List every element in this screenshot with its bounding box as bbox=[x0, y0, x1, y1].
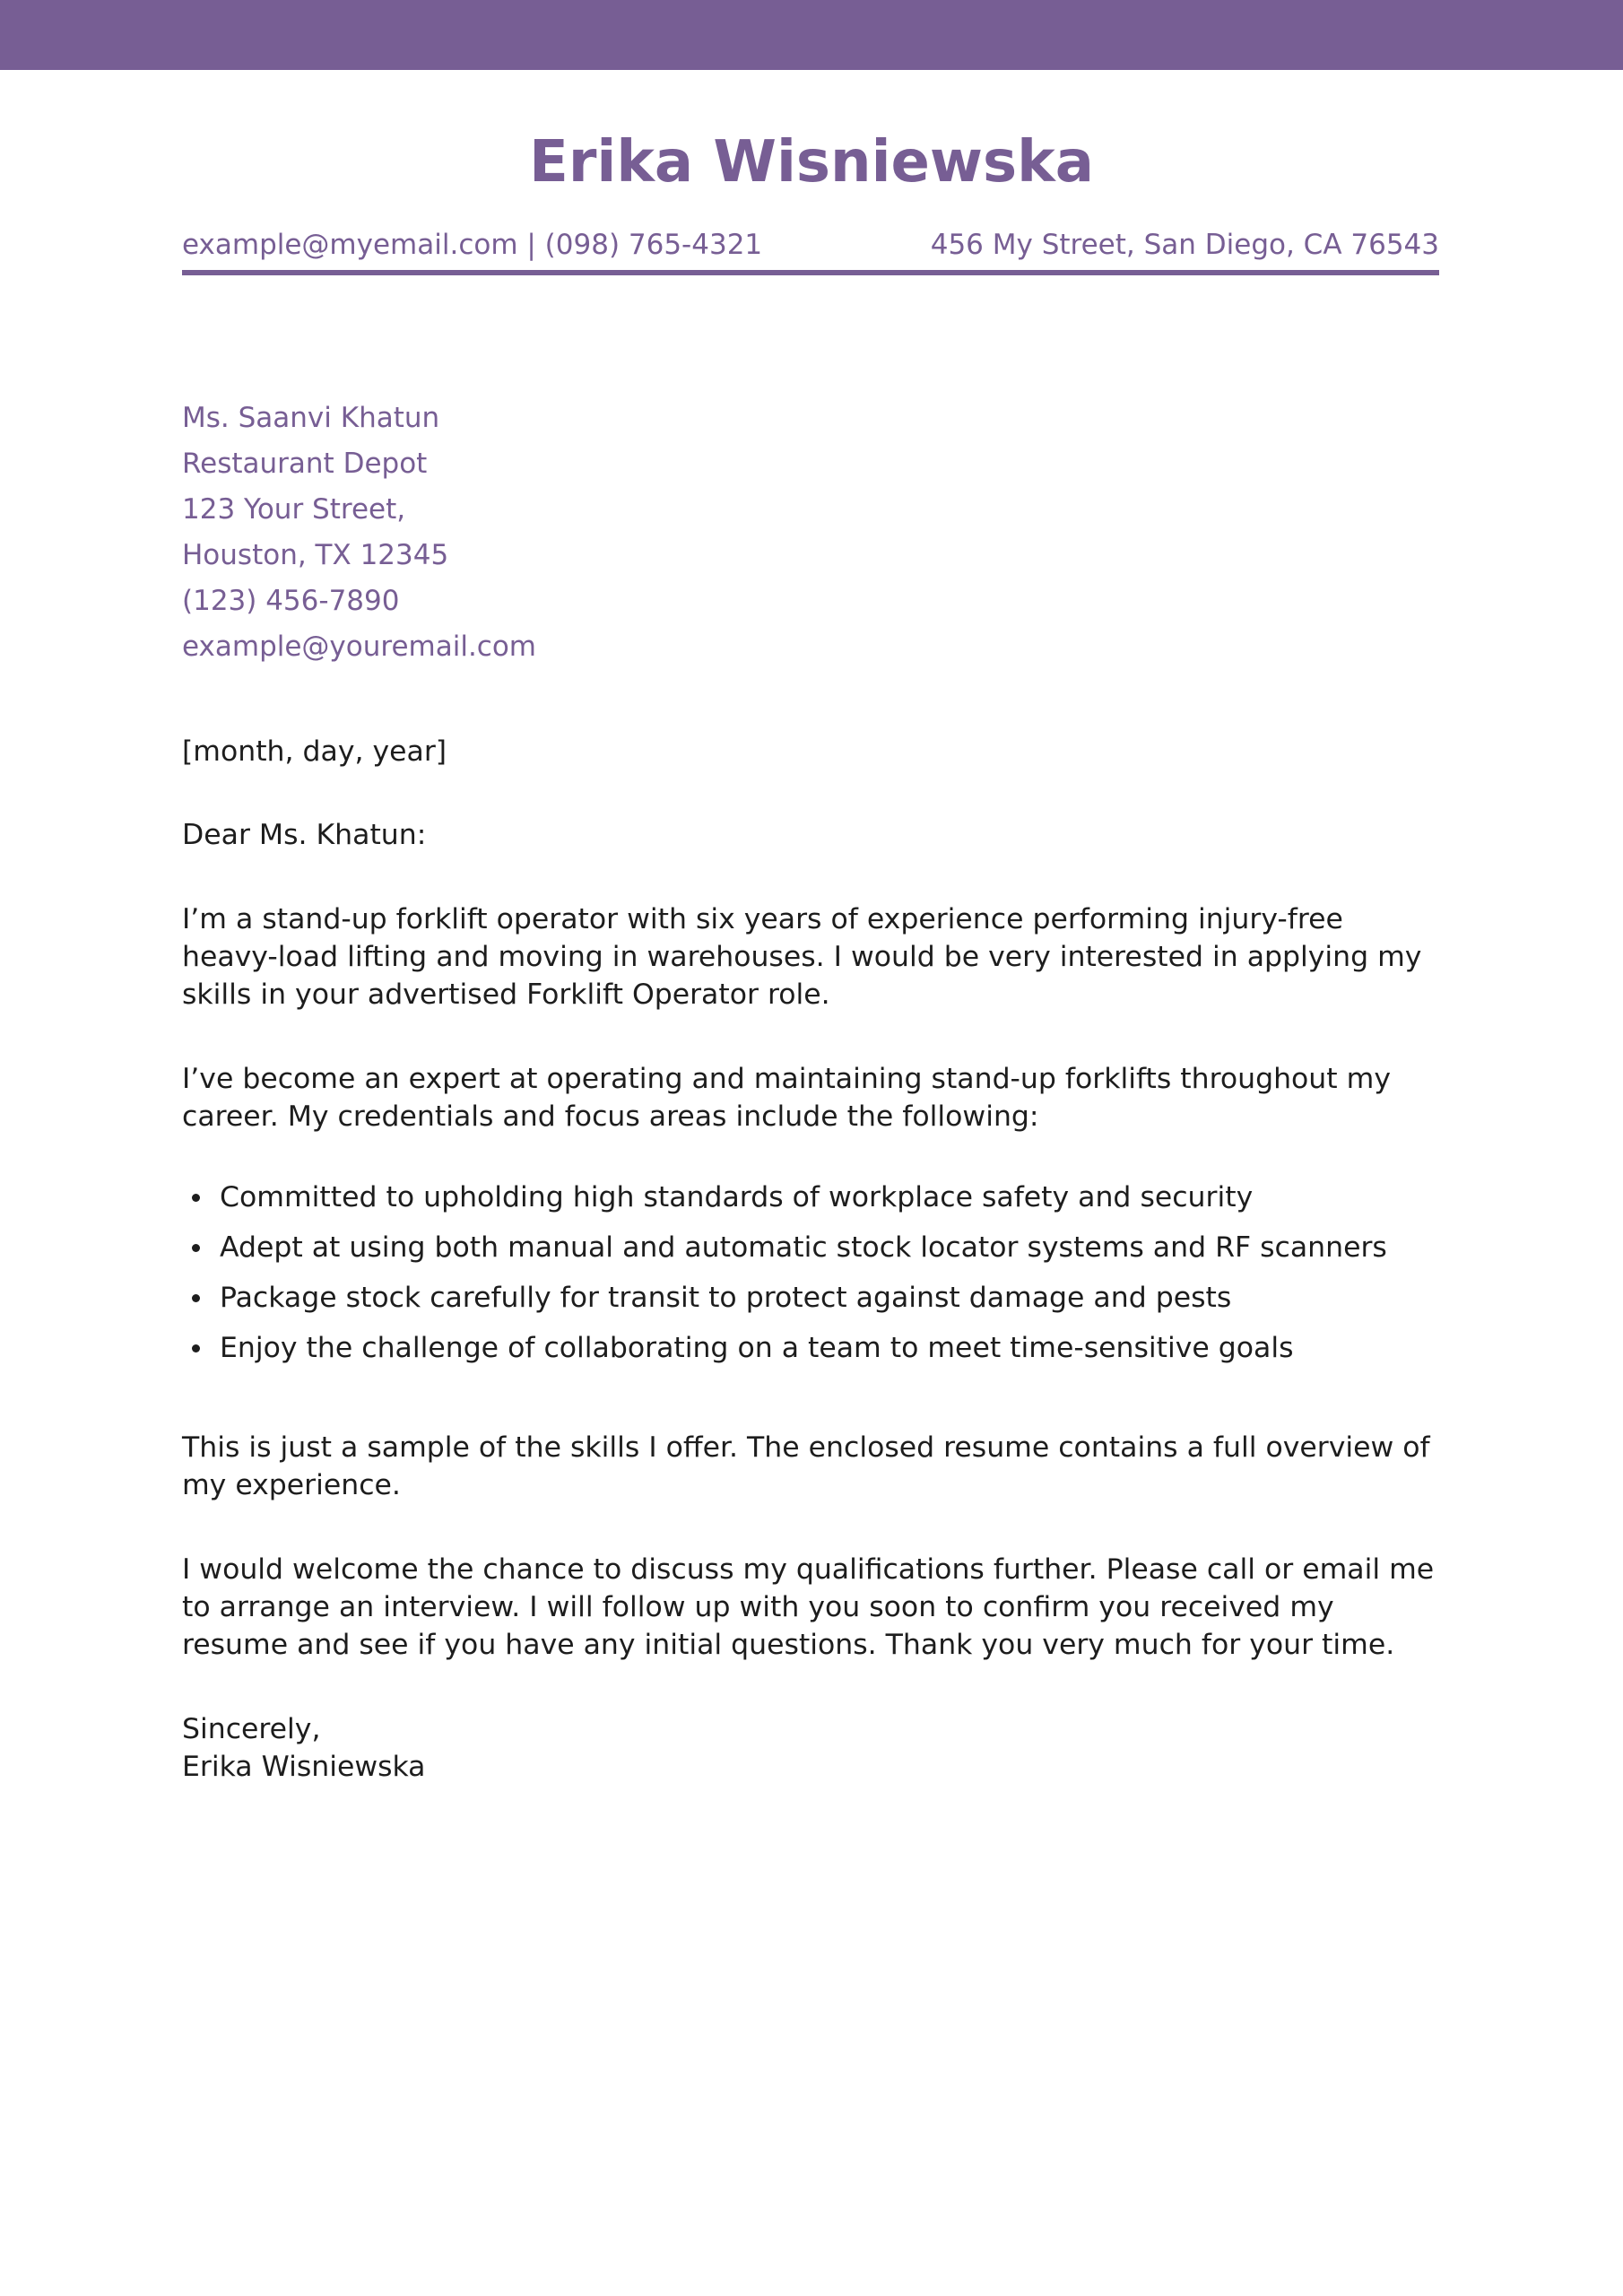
list-item-text: Package stock carefully for transit to protect against damage and pests bbox=[220, 1282, 1232, 1314]
letter-date: [month, day, year] bbox=[182, 735, 447, 768]
header-divider bbox=[182, 270, 1439, 275]
list-item bbox=[182, 1279, 1439, 1329]
closing: Sincerely, bbox=[182, 1713, 321, 1745]
bullet-icon bbox=[192, 1294, 200, 1302]
body-paragraph-2: I’ve become an expert at operating and maintaining stand-up forklifts throughout my career. My credentials and focus areas include the following: bbox=[182, 1063, 1391, 1133]
body-paragraph-1: I’m a stand-up forklift operator with six years of experience performing injury-free heavy-load lifting and moving in warehouses. I would be very interested in applying my skills in your advertised Forklift Operator role. bbox=[182, 903, 1422, 1011]
body-paragraph-4: I would welcome the chance to discuss my qualifications further. Please call or email me to arrange an interview. I will follow up with you soon to confirm you received my resume and see if you have any initial questions. Thank you very much for your time. bbox=[182, 1553, 1435, 1661]
list-item-text: Adept at using both manual and automatic stock locator systems and RF scanners bbox=[220, 1231, 1387, 1264]
list-item bbox=[182, 1229, 1439, 1279]
recipient-city: Houston, TX 12345 bbox=[182, 539, 449, 571]
body-paragraph-3: This is just a sample of the skills I offer. The enclosed resume contains a full overview of my experience. bbox=[182, 1431, 1430, 1501]
list-item-text: Enjoy the challenge of collaborating on a team to meet time-sensitive goals bbox=[220, 1332, 1294, 1364]
contact-line bbox=[182, 224, 1439, 265]
recipient-phone: (123) 456-7890 bbox=[182, 585, 400, 617]
top-accent-band bbox=[0, 0, 1623, 70]
list-item bbox=[182, 1178, 1439, 1229]
signature: Erika Wisniewska bbox=[182, 1751, 426, 1783]
recipient-street: 123 Your Street, bbox=[182, 493, 406, 526]
applicant-email-phone: example@myemail.com | (098) 765-4321 bbox=[182, 229, 763, 261]
list-item-text: Committed to upholding high standards of workplace safety and security bbox=[220, 1181, 1254, 1213]
recipient-email: example@youremail.com bbox=[182, 631, 537, 663]
credentials-list bbox=[182, 1178, 1439, 1379]
list-item bbox=[182, 1329, 1439, 1379]
recipient-name: Ms. Saanvi Khatun bbox=[182, 402, 440, 434]
recipient-block bbox=[182, 396, 1079, 670]
bullet-icon bbox=[192, 1244, 200, 1252]
bullet-icon bbox=[192, 1344, 200, 1352]
applicant-name: Erika Wisniewska bbox=[529, 129, 1094, 196]
applicant-address: 456 My Street, San Diego, CA 76543 bbox=[930, 229, 1439, 261]
letter-salutation: Dear Ms. Khatun: bbox=[182, 819, 427, 851]
recipient-company: Restaurant Depot bbox=[182, 448, 428, 480]
bullet-icon bbox=[192, 1194, 200, 1202]
